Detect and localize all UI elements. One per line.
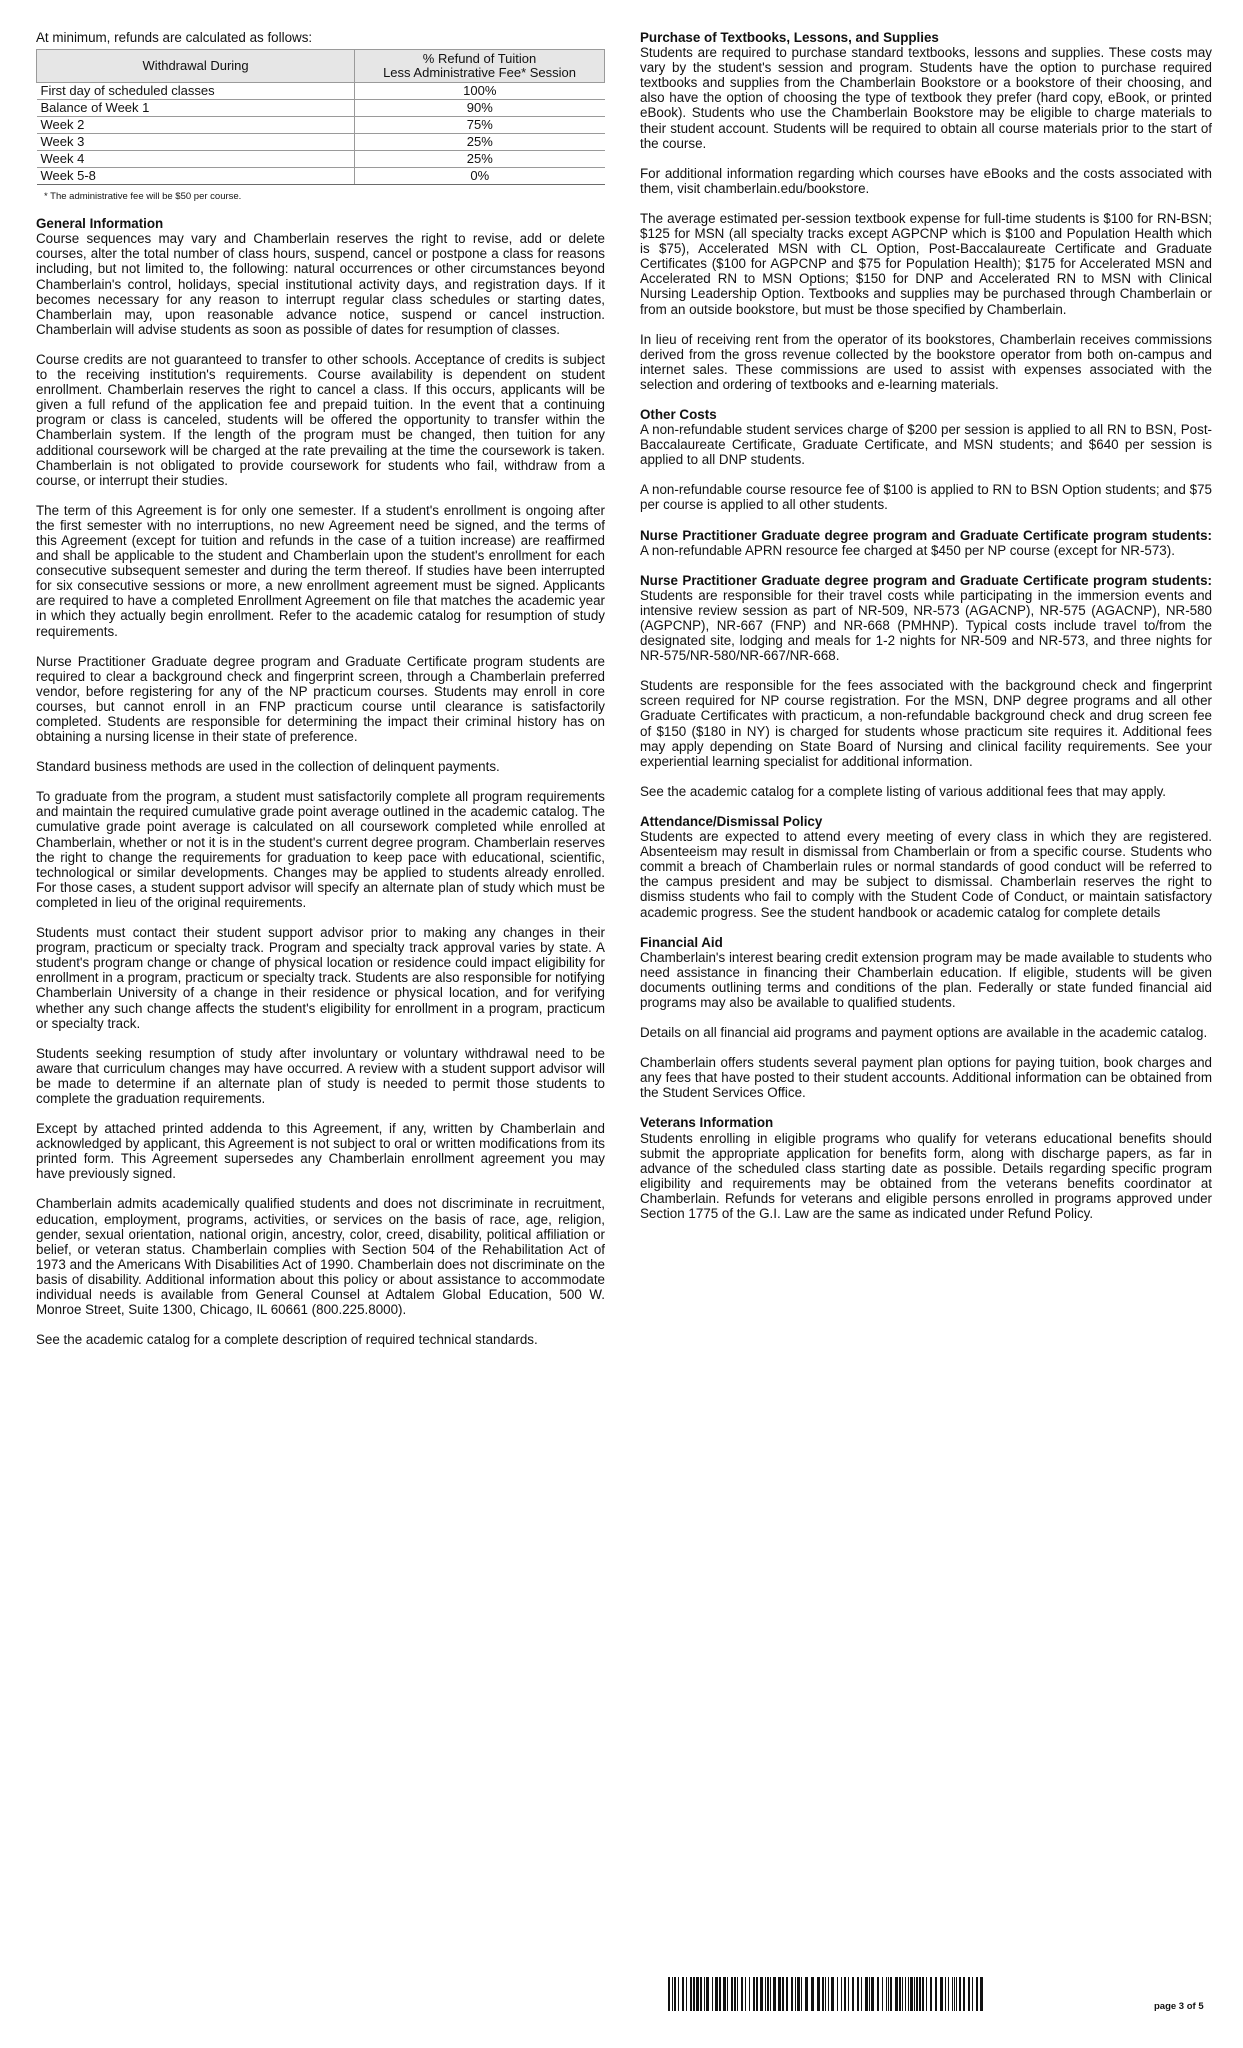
- paragraph-course-sequences: Course sequences may vary and Chamberlain reserves the right to revise, add or delete courses, alter the total number of class hours, suspend, cancel or postpone a class for reasons including, but not limited to, the following: natural occurrences or other circumstances beyond Chamberlain's control, holidays, special institutional activity days, and registration days. If it becomes necessary for any reason to interrupt regular class schedules or starting dates, Chamberlain may, upon reasonable advance notice, suspend or cancel instruction. Chamberlain will advise students as soon as possible of dates for resumption of classes.: [36, 231, 605, 337]
- np-travel-paragraph: [640, 573, 1212, 664]
- table-header-row: [37, 50, 605, 83]
- financial-aid-paragraph-3: Chamberlain offers students several payment plan options for paying tuition, book charges and any fees that have posted to their student accounts. Additional information can be obtained from the Student Services Office.: [640, 1055, 1212, 1101]
- table-cell-percent: 75%: [355, 117, 605, 134]
- paragraph-agreement-term: The term of this Agreement is for only one semester. If a student's enrollment is ongoing after the first semester with no interruptions, no new Agreement need be signed, and the terms of this Agreement (except for tuition and refunds in the case of a tuition increase) are reaffirmed and shall be applicable to the student and Chamberlain upon the student's enrollment for each consecutive subsequent semester and during the term thereof. If studies have been interrupted for six consecutive sessions or more, a new enrollment agreement must be signed. Applicants are required to have a completed Enrollment Agreement on file that matches the academic year in which they actually begin enrollment. Refer to the academic catalog for resumption of study requirements.: [36, 502, 605, 639]
- table-cell-period: Week 4: [37, 151, 355, 168]
- table-row: [37, 168, 605, 185]
- barcode-icon: [668, 1977, 988, 2011]
- np-resource-fee-paragraph: [640, 528, 1212, 558]
- textbooks-paragraph-2: For additional information regarding which courses have eBooks and the costs associated with them, visit chamberlain.edu/bookstore.: [640, 165, 1212, 196]
- general-information-heading: General Information: [36, 216, 164, 232]
- financial-aid-heading: Financial Aid: [640, 934, 723, 950]
- paragraph-graduation: To graduate from the program, a student must satisfactorily complete all program requirements and maintain the required cumulative grade point average outlined in the academic catalog. The cumulative grade point average is calculated on all coursework completed while enrolled at Chamberlain, whether or not it is in the student's current degree program. Chamberlain reserves the right to change the requirements for graduation to keep pace with educational, scientific, technological or similar developments. Changes may be applied to students already enrolled. For those cases, a student support advisor will specify an alternate plan of study which must be completed in lieu of the original requirements.: [36, 789, 605, 910]
- table-row: [37, 134, 605, 151]
- table-cell-period: Week 2: [37, 117, 355, 134]
- table-cell-period: First day of scheduled classes: [37, 83, 355, 100]
- table-row: [37, 83, 605, 100]
- table-row: [37, 151, 605, 168]
- refund-intro: At minimum, refunds are calculated as follows:: [36, 30, 313, 45]
- paragraph-nondiscrimination: Chamberlain admits academically qualified students and does not discriminate in recruitment, education, employment, programs, activities, or services on the basis of race, age, religion, gender, sexual orientation, national origin, ancestry, color, creed, disability, political affiliation or belief, or veteran status. Chamberlain complies with Section 504 of the Rehabilitation Act of 1973 and the Americans With Disabilities Act of 1990. Chamberlain does not discriminate on the basis of disability. Additional information about this policy or about assistance to accommodate individual needs is available from General Counsel at Adtalem Global Education, 500 W. Monroe Street, Suite 1300, Chicago, IL 60661 (800.225.8000).: [36, 1196, 605, 1318]
- left-column: [36, 30, 605, 1362]
- np-travel-text: Students are responsible for their travel costs while participating in the immersion events and intensive review session as part of NR-509, NR-573 (AGACNP), NR-575 (AGACNP), NR-580 (AGPCNP), NR-667 (FNP) and NR-668 (PMHNP). Typical costs include travel to/from the designated site, lodging and meals for 1-2 nights for NR-509 and NR-573, and three nights for NR-575/NR-580/NR-667/NR-668.: [640, 587, 1212, 664]
- np-travel-lead: Nurse Practitioner Graduate degree program and Graduate Certificate program students:: [640, 572, 1212, 588]
- financial-aid-paragraph-2: Details on all financial aid programs and payment options are available in the academic catalog.: [640, 1025, 1208, 1041]
- page-number: page 3 of 5: [1154, 2001, 1204, 2012]
- table-footnote: * The administrative fee will be $50 per course.: [44, 191, 242, 203]
- table-header-refund-line1: % Refund of Tuition: [422, 51, 537, 67]
- other-costs-paragraph-2: A non-refundable course resource fee of $100 is applied to RN to BSN Option students; and $75 per course is applied to all other students.: [640, 482, 1212, 513]
- refund-table: [36, 49, 605, 185]
- np-resource-fee-text: A non-refundable APRN resource fee charged at $450 per NP course (except for NR-573).: [640, 542, 1175, 558]
- paragraph-addenda: Except by attached printed addenda to this Agreement, if any, written by Chamberlain and acknowledged by applicant, this Agreement is not subject to oral or written modifications from its printed form. This Agreement supersedes any Chamberlain enrollment agreement you may have previously signed.: [36, 1121, 605, 1182]
- other-costs-heading: Other Costs: [640, 406, 717, 422]
- table-cell-percent: 100%: [355, 83, 605, 100]
- textbooks-paragraph-1: Students are required to purchase standard textbooks, lessons and supplies. These costs may vary by the student's session and program. Students have the option to purchase required textbooks and supplies from the Chamberlain Bookstore or a bookstore of their choosing, and also have the option of choosing the type of textbook they prefer (hard copy, eBook, or printed eBook). Students who use the Chamberlain Bookstore may be eligible to charge materials to their student account. Students will be required to obtain all course materials prior to the start of the course.: [640, 45, 1212, 151]
- paragraph-resumption: Students seeking resumption of study after involuntary or voluntary withdrawal need to be aware that curriculum changes may have occurred. A review with a student support advisor will be made to determine if an alternate plan of study is needed to permit those students to complete the graduation requirements.: [36, 1045, 605, 1106]
- paragraph-course-credits: Course credits are not guaranteed to transfer to other schools. Acceptance of credits is subject to the receiving institution's requirements. Course availability is dependent on student enrollment. Chamberlain reserves the right to cancel a class. If this occurs, applicants will be given a full refund of the application fee and prepaid tuition. In the event that a continuing program or class is canceled, students will be offered the opportunity to transfer within the Chamberlain system. If the length of the program must be changed, then tuition for any additional coursework will be charged at the rate prevailing at the time the coursework is taken. Chamberlain is not obligated to provide coursework for students who fail, withdraw from a course, or interrupt their studies.: [36, 351, 605, 488]
- paragraph-delinquent-payments: Standard business methods are used in the collection of delinquent payments.: [36, 759, 500, 775]
- table-cell-percent: 25%: [355, 151, 605, 168]
- table-cell-percent: 25%: [355, 134, 605, 151]
- table-row: [37, 117, 605, 134]
- table-row: [37, 100, 605, 117]
- textbooks-paragraph-4: In lieu of receiving rent from the operator of its bookstores, Chamberlain receives commissions derived from the gross revenue collected by the bookstore operator from both on-campus and internet sales. These commissions are used to assist with expenses associated with the selection and ordering of textbooks and e-learning materials.: [640, 331, 1212, 392]
- attendance-heading: Attendance/Dismissal Policy: [640, 813, 823, 829]
- attendance-paragraph: Students are expected to attend every meeting of every class in which they are registered. Absenteeism may result in dismissal from Chamberlain or from a specific course. Students who commit a breach of Chamberlain rules or normal standards of good conduct will be referred to the campus president and may be subject to dismissal. Chamberlain reserves the right to dismiss students who fail to comply with the Student Code of Conduct, or maintain satisfactory academic progress. See the student handbook or academic catalog for complete details: [640, 829, 1212, 920]
- table-cell-period: Week 5-8: [37, 168, 355, 185]
- paragraph-background-check: Nurse Practitioner Graduate degree program and Graduate Certificate program students are required to clear a background check and fingerprint screen, through a Chamberlain preferred vendor, before registering for any of the NP practicum courses. Students may enroll in core courses, but cannot enroll in an FNP practicum course until clearance is satisfactorily completed. Students are responsible for determining the impact their criminal history has on obtaining a nursing license in their state of preference.: [36, 653, 605, 745]
- table-cell-period: Balance of Week 1: [37, 100, 355, 117]
- additional-fees-paragraph: See the academic catalog for a complete listing of various additional fees that may apply.: [640, 783, 1167, 799]
- textbooks-paragraph-3: The average estimated per-session textbook expense for full-time students is $100 for RN-BSN; $125 for MSN (all specialty tracks except AGPCNP which is $100 and Population Health which is $75), Accelerated MSN with CL Option, Post-Baccalaureate Certificate and Graduate Certificates ($100 for AGPCNP and $75 for Population Health); $175 for Accelerated MSN and Accelerated RN to MSN Options; $150 for DNP and Accelerated RN to MSN with Clinical Nursing Leadership Option. Textbooks and supplies may be purchased through Chamberlain or from an outside bookstore, but must be those specified by Chamberlain.: [640, 210, 1212, 317]
- background-fees-paragraph: Students are responsible for the fees associated with the background check and fingerprint screen required for NP course registration. For the MSN, DNP degree programs and all other Graduate Certificates with practicum, a non-refundable background check and drug screen fee of $150 ($180 in NY) is charged for students whose practicum site requires it. Additional fees may apply depending on State Board of Nursing and clinical facility requirements. See your experiential learning specialist for additional information.: [640, 678, 1212, 769]
- table-cell-percent: 90%: [355, 100, 605, 117]
- table-header-refund: [355, 50, 605, 83]
- textbooks-heading: Purchase of Textbooks, Lessons, and Supplies: [640, 30, 939, 45]
- table-cell-period: Week 3: [37, 134, 355, 151]
- np-resource-fee-lead: Nurse Practitioner Graduate degree program and Graduate Certificate program students:: [640, 527, 1212, 543]
- paragraph-program-change: Students must contact their student support advisor prior to making any changes in their program, practicum or specialty track. Program and specialty track approval varies by state. A student's program change or change of physical location or residence could impact eligibility for enrollment in a program, practicum or specialty track. Students are also responsible for notifying Chamberlain University of a change in their residence or physical location, and for verifying whether any such change affects the student's eligibility for enrollment in a program, practicum or specialty track.: [36, 925, 605, 1031]
- table-cell-percent: 0%: [355, 168, 605, 185]
- veterans-heading: Veterans Information: [640, 1115, 774, 1131]
- veterans-paragraph: Students enrolling in eligible programs who qualify for veterans educational benefits should submit the appropriate application for benefits form, along with discharge papers, as far in advance of the scheduled class starting date as possible. Details regarding specific program eligibility and requirements may be obtained from the veterans benefits coordinator at Chamberlain. Refunds for veterans and eligible persons enrolled in programs approved under Section 1775 of the G.I. Law are the same as indicated under Refund Policy.: [640, 1130, 1212, 1221]
- financial-aid-paragraph-1: Chamberlain's interest bearing credit extension program may be made available to students who need assistance in financing their Chamberlain education. If eligible, students will be given documents outlining terms and conditions of the plan. Federally or state funded financial aid programs may also be available to qualified students.: [640, 949, 1212, 1010]
- paragraph-technical-standards: See the academic catalog for a complete description of required technical standards.: [36, 1332, 538, 1348]
- table-header-withdrawal: Withdrawal During: [37, 50, 355, 83]
- other-costs-paragraph-1: A non-refundable student services charge of $200 per session is applied to all RN to BSN, Post-Baccalaureate Certificate, Graduate Certificate, and MSN students; and $640 per session is applied to all DNP students.: [640, 422, 1212, 468]
- right-column: [640, 30, 1212, 1221]
- table-header-refund-line2: Less Administrative Fee* Session: [383, 65, 576, 81]
